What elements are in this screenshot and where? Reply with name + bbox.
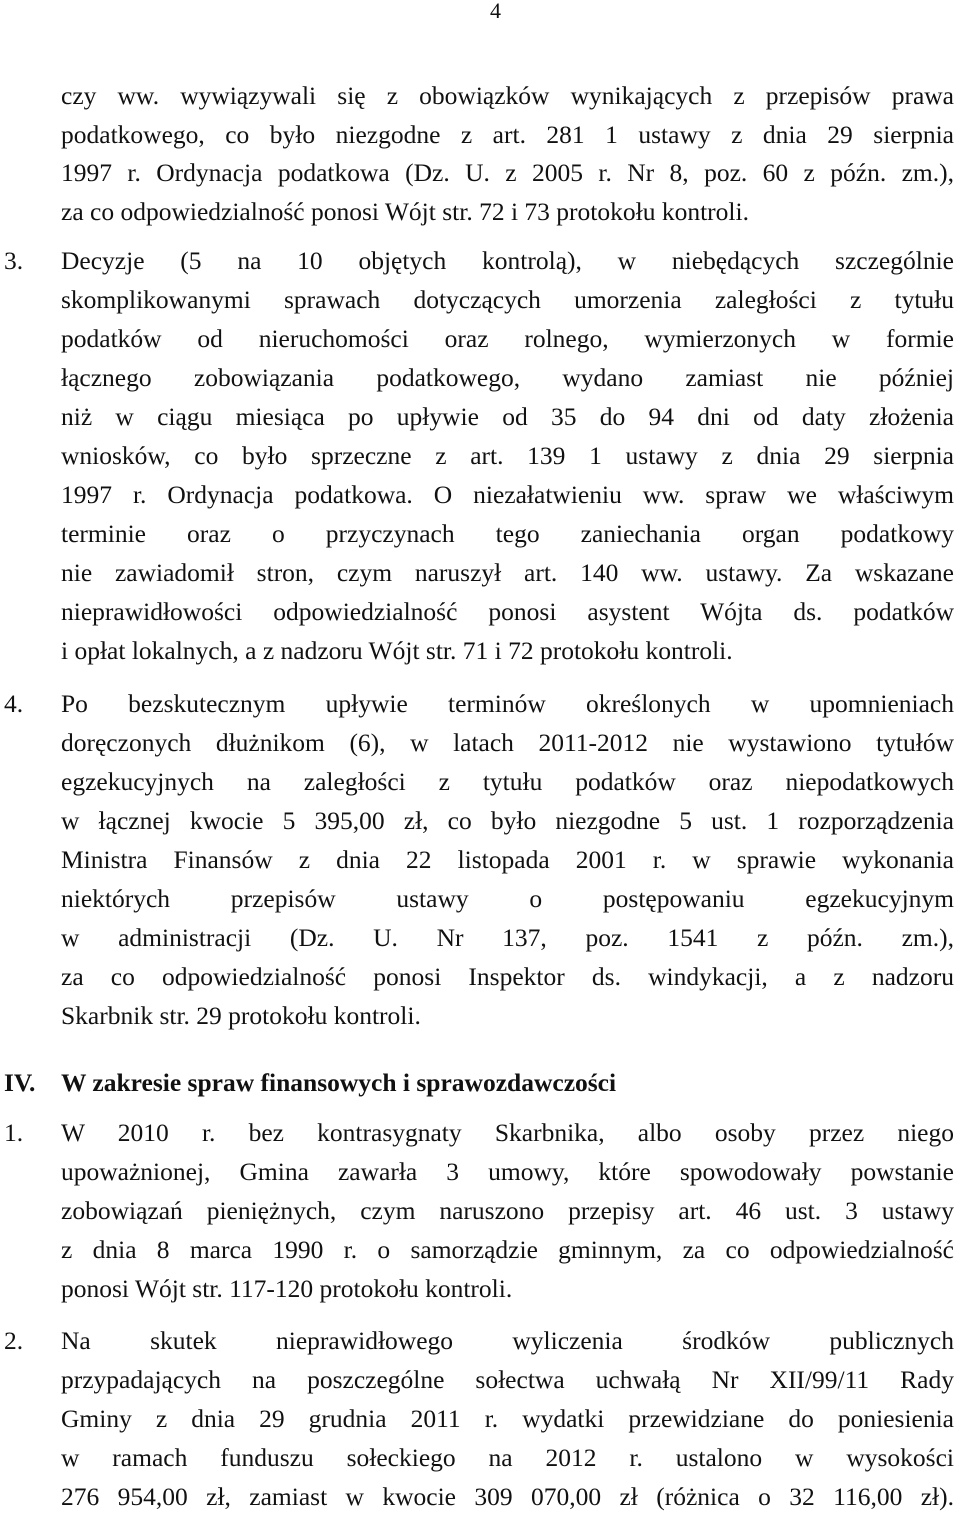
text-line: z dnia 8 marca 1990 r. o samorządzie gminnym, za co odpowiedzialność bbox=[61, 1235, 954, 1264]
text-line: Skarbnik str. 29 protokołu kontroli. bbox=[61, 1001, 421, 1030]
text-line: Ministra Finansów z dnia 22 listopada 2001 r. w sprawie wykonania bbox=[61, 845, 954, 874]
page-number: 4 bbox=[490, 0, 501, 23]
text-line: podatków od nieruchomości oraz rolnego, wymierzonych w formie bbox=[61, 324, 954, 353]
text-line: w łącznej kwocie 5 395,00 zł, co było niezgodne 5 ust. 1 rozporządzenia bbox=[61, 806, 954, 835]
text-line: łącznego zobowiązania podatkowego, wydano zamiast nie później bbox=[61, 363, 954, 392]
text-line: doręczonych dłużnikom (6), w latach 2011-2012 nie wystawiono tytułów bbox=[61, 728, 954, 757]
text-line: zobowiązań pieniężnych, czym naruszono przepisy art. 46 ust. 3 ustawy bbox=[61, 1196, 954, 1225]
text-line: nie zawiadomił stron, czym naruszył art. 140 ww. ustawy. Za wskazane bbox=[61, 558, 954, 587]
text-line: w administracji (Dz. U. Nr 137, poz. 1541 z późn. zm.), bbox=[61, 923, 954, 952]
text-line: nieprawidłowości odpowiedzialność ponosi asystent Wójta ds. podatków bbox=[61, 597, 954, 626]
text-line: 1997 r. Ordynacja podatkowa. O niezałatwieniu ww. spraw we właściwym bbox=[61, 480, 954, 509]
section-title: W zakresie spraw finansowych i sprawozdawczości bbox=[61, 1068, 617, 1097]
text-line: za co odpowiedzialność ponosi Inspektor ds. windykacji, a z nadzoru bbox=[61, 962, 954, 991]
text-line: terminie oraz o przyczynach tego zaniechania organ podatkowy bbox=[61, 519, 954, 548]
item-number: 4. bbox=[4, 689, 24, 718]
text-line: w ramach funduszu sołeckiego na 2012 r. ustalono w wysokości bbox=[61, 1443, 954, 1472]
text-line: 1997 r. Ordynacja podatkowa (Dz. U. z 2005 r. Nr 8, poz. 60 z późn. zm.), bbox=[61, 158, 954, 187]
text-line: niektórych przepisów ustawy o postępowaniu egzekucyjnym bbox=[61, 884, 954, 913]
item-number: 2. bbox=[4, 1326, 24, 1355]
text-line: za co odpowiedzialność ponosi Wójt str. 72 i 73 protokołu kontroli. bbox=[61, 197, 749, 226]
text-line: Gminy z dnia 29 grudnia 2011 r. wydatki przewidziane do poniesienia bbox=[61, 1404, 954, 1433]
text-line: podatkowego, co było niezgodne z art. 281 1 ustawy z dnia 29 sierpnia bbox=[61, 120, 954, 149]
text-line: Na skutek nieprawidłowego wyliczenia środków publicznych bbox=[61, 1326, 954, 1355]
text-line: wniosków, co było sprzeczne z art. 139 1 ustawy z dnia 29 sierpnia bbox=[61, 441, 954, 470]
text-line: czy ww. wywiązywali się z obowiązków wynikających z przepisów prawa bbox=[61, 81, 954, 110]
text-line: przypadających na poszczególne sołectwa uchwałą Nr XII/99/11 Rady bbox=[61, 1365, 954, 1394]
text-line: Decyzje (5 na 10 objętych kontrolą), w niebędących szczególnie bbox=[61, 246, 954, 275]
text-line: 276 954,00 zł, zamiast w kwocie 309 070,00 zł (różnica o 32 116,00 zł). bbox=[61, 1482, 954, 1511]
item-number: 3. bbox=[4, 246, 24, 275]
text-line: ponosi Wójt str. 117-120 protokołu kontroli. bbox=[61, 1274, 513, 1303]
text-line: i opłat lokalnych, a z nadzoru Wójt str. 71 i 72 protokołu kontroli. bbox=[61, 636, 733, 665]
text-line: egzekucyjnych na zaległości z tytułu podatków oraz niepodatkowych bbox=[61, 767, 954, 796]
text-line: upoważnionej, Gmina zawarła 3 umowy, które spowodowały powstanie bbox=[61, 1157, 954, 1186]
section-number: IV. bbox=[4, 1068, 36, 1097]
text-line: niż w ciągu miesiąca po upływie od 35 do 94 dni od daty złożenia bbox=[61, 402, 954, 431]
item-number: 1. bbox=[4, 1118, 24, 1147]
text-line: Po bezskutecznym upływie terminów określonych w upomnieniach bbox=[61, 689, 954, 718]
text-line: W 2010 r. bez kontrasygnaty Skarbnika, albo osoby przez niego bbox=[61, 1118, 954, 1147]
text-line: skomplikowanymi sprawach dotyczących umorzenia zaległości z tytułu bbox=[61, 285, 954, 314]
